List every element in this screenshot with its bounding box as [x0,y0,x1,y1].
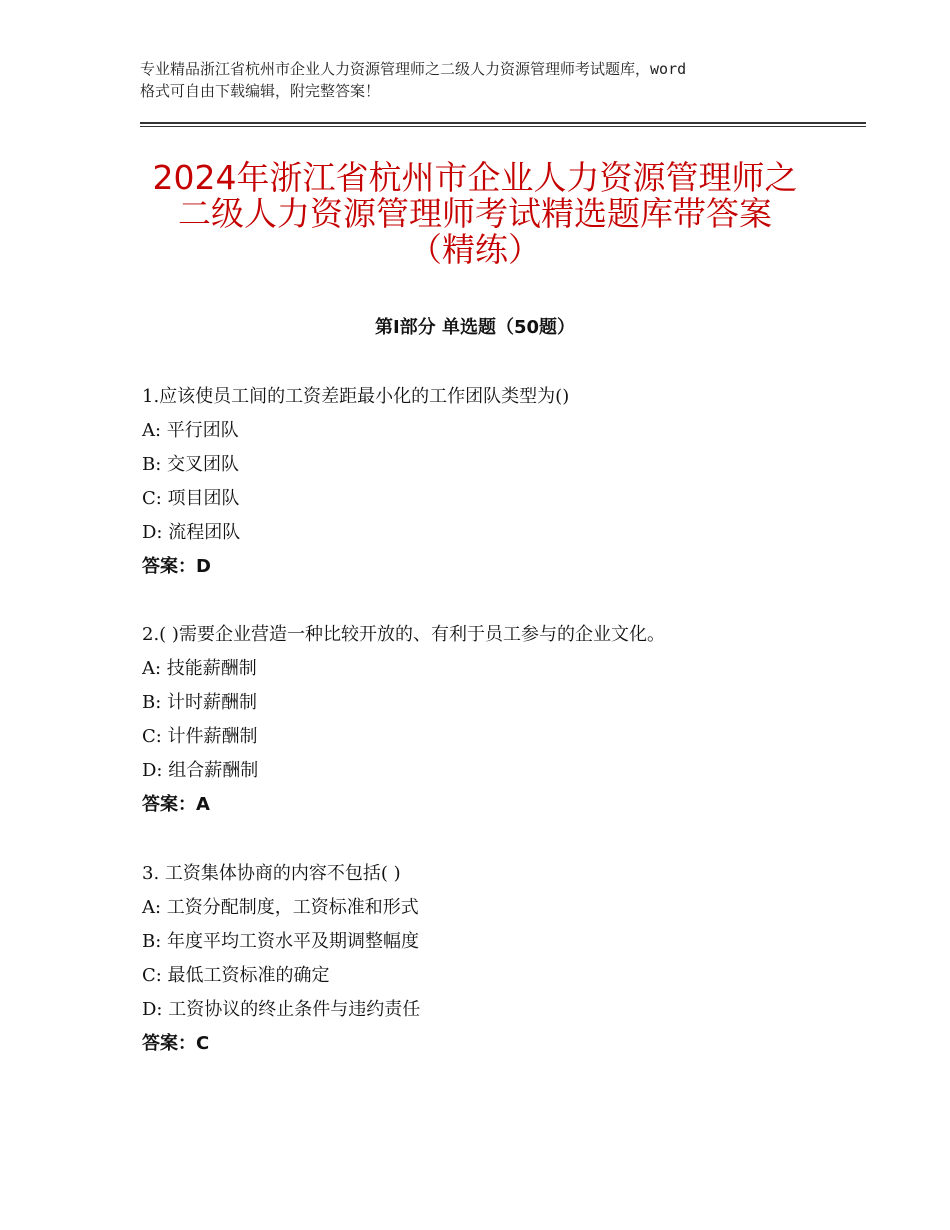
question-stem: 2.( )需要企业营造一种比较开放的、有利于员工参与的企业文化。 [142,624,665,645]
question-stem: 1.应该使员工间的工资差距最小化的工作团队类型为() [142,386,570,407]
header-note-line: 格式可自由下载编辑，附完整答案！ [140,82,381,100]
question-2 [142,618,862,822]
option-b: B: 计时薪酬制 [142,692,258,713]
option-b: B: 交叉团队 [142,454,240,475]
answer: 答案：C [142,1033,210,1054]
option-d: D: 组合薪酬制 [142,760,259,781]
option-a: A: 工资分配制度，工资标准和形式 [142,897,419,918]
option-c: C: 项目团队 [142,488,240,509]
option-a: A: 技能薪酬制 [142,658,257,679]
title-line: 二级人力资源管理师考试精选题库带答案 [178,194,772,233]
option-c: C: 最低工资标准的确定 [142,965,330,986]
title-line: 2024年浙江省杭州市企业人力资源管理师之 [152,158,798,197]
option-d: D: 工资协议的终止条件与违约责任 [142,999,421,1020]
question-stem: 3. 工资集体协商的内容不包括( ) [142,863,401,884]
option-a: A: 平行团队 [142,420,239,441]
header-divider-thin [140,126,866,127]
option-d: D: 流程团队 [142,522,241,543]
title-line: （精练） [409,230,541,269]
option-c: C: 计件薪酬制 [142,726,258,747]
option-b: B: 年度平均工资水平及期调整幅度 [142,931,420,952]
question-3 [142,857,862,1061]
answer: 答案：D [142,556,211,577]
header-note [140,58,830,102]
header-divider [140,122,866,124]
header-note-line: 专业精品浙江省杭州市企业人力资源管理师之二级人力资源管理师考试题库，word [140,60,687,78]
question-1 [142,380,862,584]
section-heading: 第Ⅰ部分 单选题（50题） [374,317,575,338]
answer: 答案：A [142,794,210,815]
document-title [80,160,870,268]
